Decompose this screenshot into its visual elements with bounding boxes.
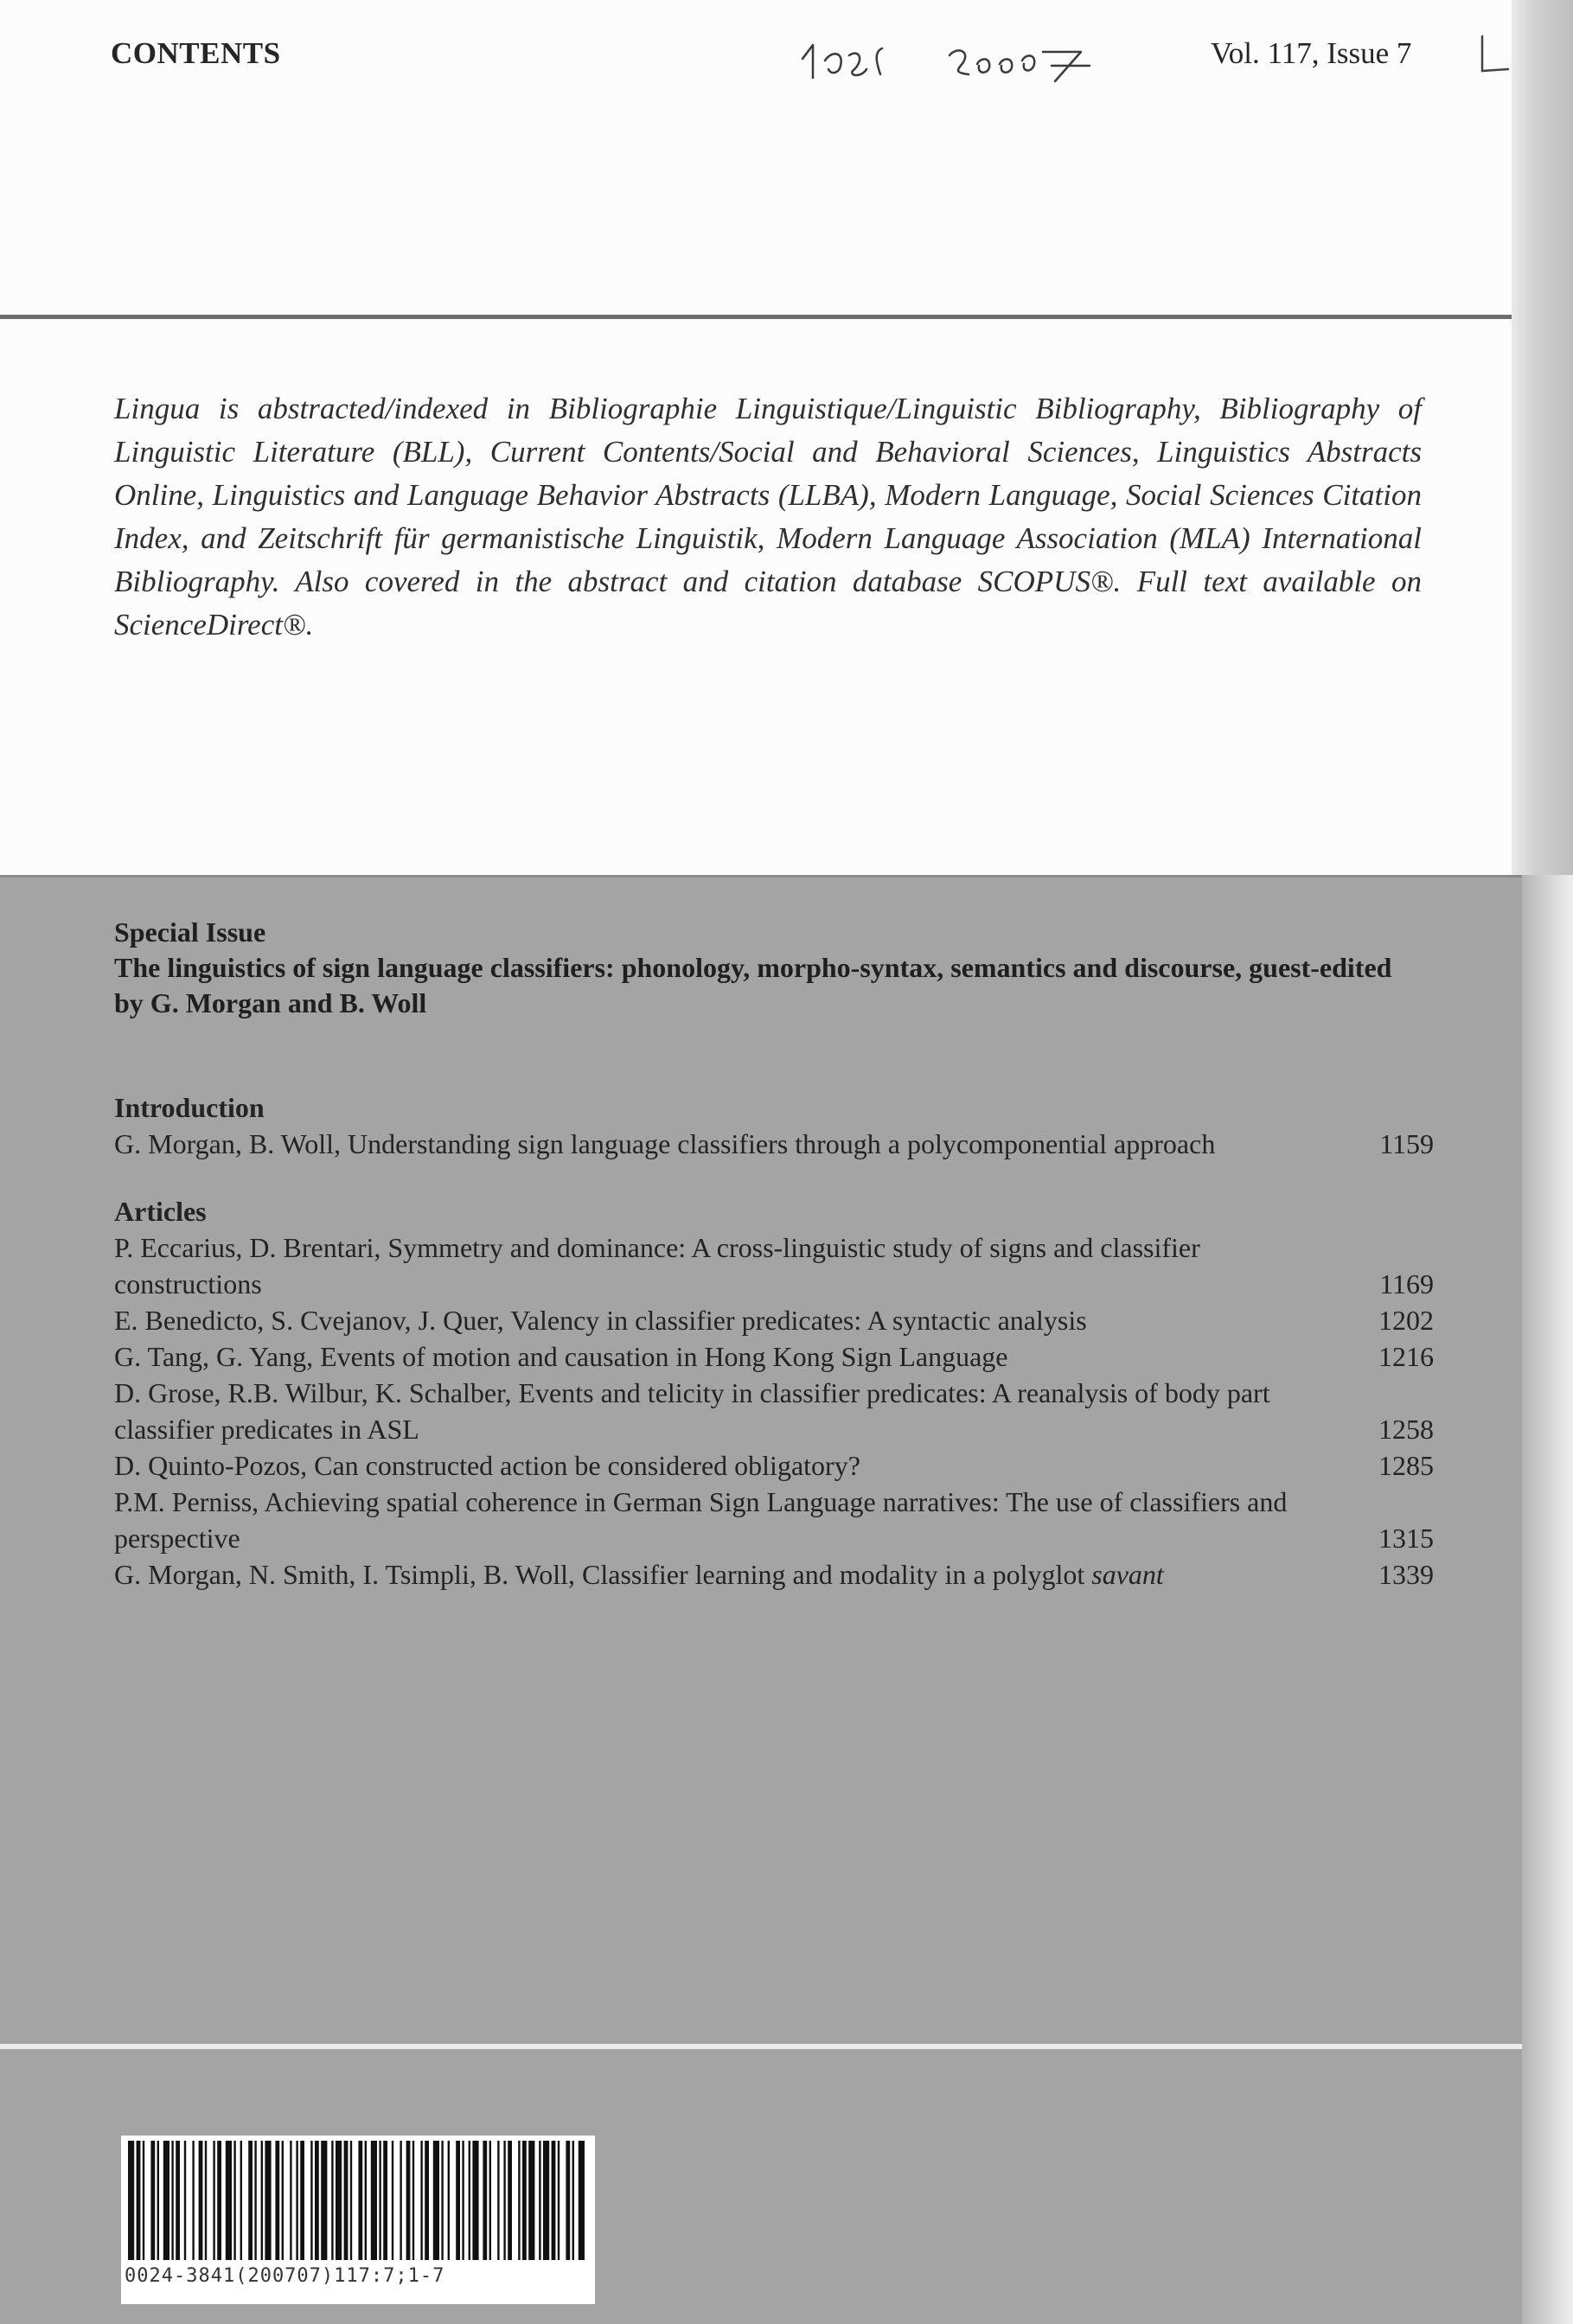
- barcode-bar: [558, 2141, 560, 2260]
- barcode-bar: [150, 2141, 155, 2260]
- barcode-bar: [336, 2141, 342, 2260]
- barcode-bar: [240, 2141, 242, 2260]
- barcode-bar: [433, 2141, 439, 2260]
- toc-entry-title: G. Morgan, N. Smith, I. Tsimpli, B. Woll, Classifier learning and modality in a polyglot savant: [114, 1559, 1164, 1590]
- barcode-bar: [226, 2141, 232, 2260]
- toc-entry-page: 1169: [1379, 1268, 1434, 1299]
- barcode-bar: [552, 2141, 556, 2260]
- barcode-bar: [469, 2141, 470, 2260]
- barcode-bar: [310, 2141, 312, 2260]
- special-issue-title: The linguistics of sign language classifiers: phonology, morpho-syntax, semantics and discourse, guest-edited by G. Morgan and B. Woll: [114, 952, 1392, 1018]
- barcode-bar: [522, 2141, 527, 2260]
- barcode-bar: [566, 2141, 570, 2260]
- toc-entry-page: 1216: [1378, 1341, 1434, 1372]
- barcode-bar: [528, 2141, 534, 2260]
- barcode-bar: [456, 2141, 460, 2260]
- barcode-bar: [233, 2141, 235, 2260]
- barcode-bar: [503, 2141, 505, 2260]
- toc-entry: [114, 1338, 1434, 1375]
- barcode-bar: [420, 2141, 422, 2260]
- barcode-bar: [265, 2141, 271, 2260]
- barcode-bar: [400, 2141, 401, 2260]
- volume-issue-label: Vol. 117, Issue 7: [1211, 36, 1412, 70]
- barcode-bar: [254, 2141, 256, 2260]
- contents-label: CONTENTS: [111, 36, 281, 70]
- toc-entry-title: D. Grose, R.B. Wilbur, K. Schalber, Events and telicity in classifier predicates: A reanalysis of body part classifier predicates in ASL: [114, 1377, 1270, 1445]
- abstract-notice: Lingua is abstracted/indexed in Bibliographie Linguistique/Linguistic Bibliography, Bibliography of Linguistic Literature (BLL), Current Contents/Social and Behavioral Sciences, Linguistics Abstracts Online, Linguistics and Language Behavior Abstracts (LLBA), Modern Language, Social Sciences Citation Index, and Zeitschrift für germanistische Linguistik, Modern Language Association (MLA) International Bibliography. Also covered in the abstract and citation database SCOPUS®. Full text available on ScienceDirect®.: [114, 392, 1422, 642]
- barcode-bar: [572, 2141, 574, 2260]
- barcode-bar: [192, 2141, 194, 2260]
- barcode-bar: [518, 2141, 520, 2260]
- toc-entry-title: E. Benedicto, S. Cvejanov, J. Quer, Valency in classifier predicates: A syntactic analysis: [114, 1305, 1087, 1336]
- barcode-bar: [282, 2141, 284, 2260]
- toc-entry: [114, 1484, 1434, 1556]
- barcode-bar: [412, 2141, 414, 2260]
- barcode-bar: [425, 2141, 429, 2260]
- introduction-heading: Introduction: [114, 1092, 265, 1123]
- barcode-bar: [383, 2141, 387, 2260]
- panel-top-edge: [0, 875, 1522, 878]
- barcode-bar: [392, 2141, 393, 2260]
- toc-entry-page: 1159: [1379, 1128, 1434, 1159]
- toc-entry-page: 1258: [1378, 1414, 1434, 1445]
- toc-entry-title: G. Tang, G. Yang, Events of motion and causation in Hong Kong Sign Language: [114, 1341, 1008, 1372]
- barcode-bar: [406, 2141, 411, 2260]
- toc-entry-title: P. Eccarius, D. Brentari, Symmetry and dominance: A cross-linguistic study of signs and classifier constructions: [114, 1232, 1200, 1299]
- barcode-bar: [137, 2141, 141, 2260]
- footer-divider: [0, 2044, 1522, 2049]
- barcode: [121, 2136, 595, 2304]
- barcode-bar: [350, 2141, 352, 2260]
- barcode-number: 0024-3841(200707)117:7;1-7: [125, 2265, 445, 2287]
- barcode-bars: [126, 2141, 590, 2262]
- barcode-bar: [321, 2141, 327, 2260]
- toc-entry-page: 1315: [1378, 1523, 1434, 1554]
- toc-entry-title: D. Quinto-Pozos, Can constructed action be considered obligatory?: [114, 1450, 860, 1481]
- toc-entry: [114, 1229, 1434, 1302]
- corner-pencil-mark: [1477, 33, 1512, 76]
- toc-entry: [114, 1447, 1434, 1484]
- barcode-bar: [171, 2141, 173, 2260]
- barcode-bar: [248, 2141, 253, 2260]
- toc-entry: [114, 1375, 1434, 1447]
- barcode-bar: [315, 2141, 319, 2260]
- barcode-bar: [448, 2141, 450, 2260]
- articles-heading: Articles: [114, 1196, 207, 1227]
- barcode-bar: [365, 2141, 367, 2260]
- barcode-bar: [163, 2141, 169, 2260]
- toc-entry-page: 1202: [1378, 1305, 1434, 1336]
- special-issue-block: [114, 915, 1411, 1021]
- barcode-bar: [176, 2141, 180, 2260]
- barcode-bar: [462, 2141, 464, 2260]
- barcode-bar: [157, 2141, 159, 2260]
- toc-entry-title: G. Morgan, B. Woll, Understanding sign language classifiers through a polycomponential approach: [114, 1128, 1216, 1159]
- barcode-bar: [483, 2141, 487, 2260]
- barcode-bar: [184, 2141, 186, 2260]
- introduction-section: [114, 1089, 1434, 1162]
- barcode-bar: [290, 2141, 291, 2260]
- toc-entry: [114, 1556, 1434, 1593]
- barcode-bar: [508, 2141, 512, 2260]
- barcode-bar: [261, 2141, 263, 2260]
- special-issue-label: Special Issue: [114, 916, 266, 948]
- barcode-bar: [497, 2141, 499, 2260]
- barcode-bar: [579, 2141, 585, 2260]
- barcode-bar: [539, 2141, 540, 2260]
- barcode-bar: [296, 2141, 297, 2260]
- barcode-bar: [331, 2141, 333, 2260]
- barcode-bar: [371, 2141, 377, 2260]
- barcode-bar: [205, 2141, 207, 2260]
- barcode-bar: [543, 2141, 549, 2260]
- header-divider: [0, 315, 1512, 319]
- barcode-bar: [344, 2141, 348, 2260]
- barcode-bar: [213, 2141, 214, 2260]
- toc-entry: [114, 1302, 1434, 1338]
- barcode-bar: [300, 2141, 304, 2260]
- handwritten-note: [796, 26, 1107, 86]
- toc-entry-page: 1339: [1378, 1559, 1434, 1590]
- toc-entry: [114, 1126, 1434, 1162]
- articles-section: [114, 1193, 1434, 1593]
- toc-entry-page: 1285: [1378, 1450, 1434, 1481]
- barcode-bar: [199, 2141, 203, 2260]
- barcode-bar: [217, 2141, 221, 2260]
- barcode-bar: [358, 2141, 362, 2260]
- barcode-bar: [143, 2141, 144, 2260]
- barcode-bar: [379, 2141, 380, 2260]
- barcode-bar: [472, 2141, 478, 2260]
- barcode-bar: [128, 2141, 134, 2260]
- page-edge-lower: [1522, 875, 1573, 2324]
- toc-entry-title: P.M. Perniss, Achieving spatial coherence in German Sign Language narratives: The use of classifiers and perspective: [114, 1486, 1288, 1554]
- barcode-bar: [275, 2141, 279, 2260]
- barcode-bar: [489, 2141, 491, 2260]
- barcode-bar: [441, 2141, 443, 2260]
